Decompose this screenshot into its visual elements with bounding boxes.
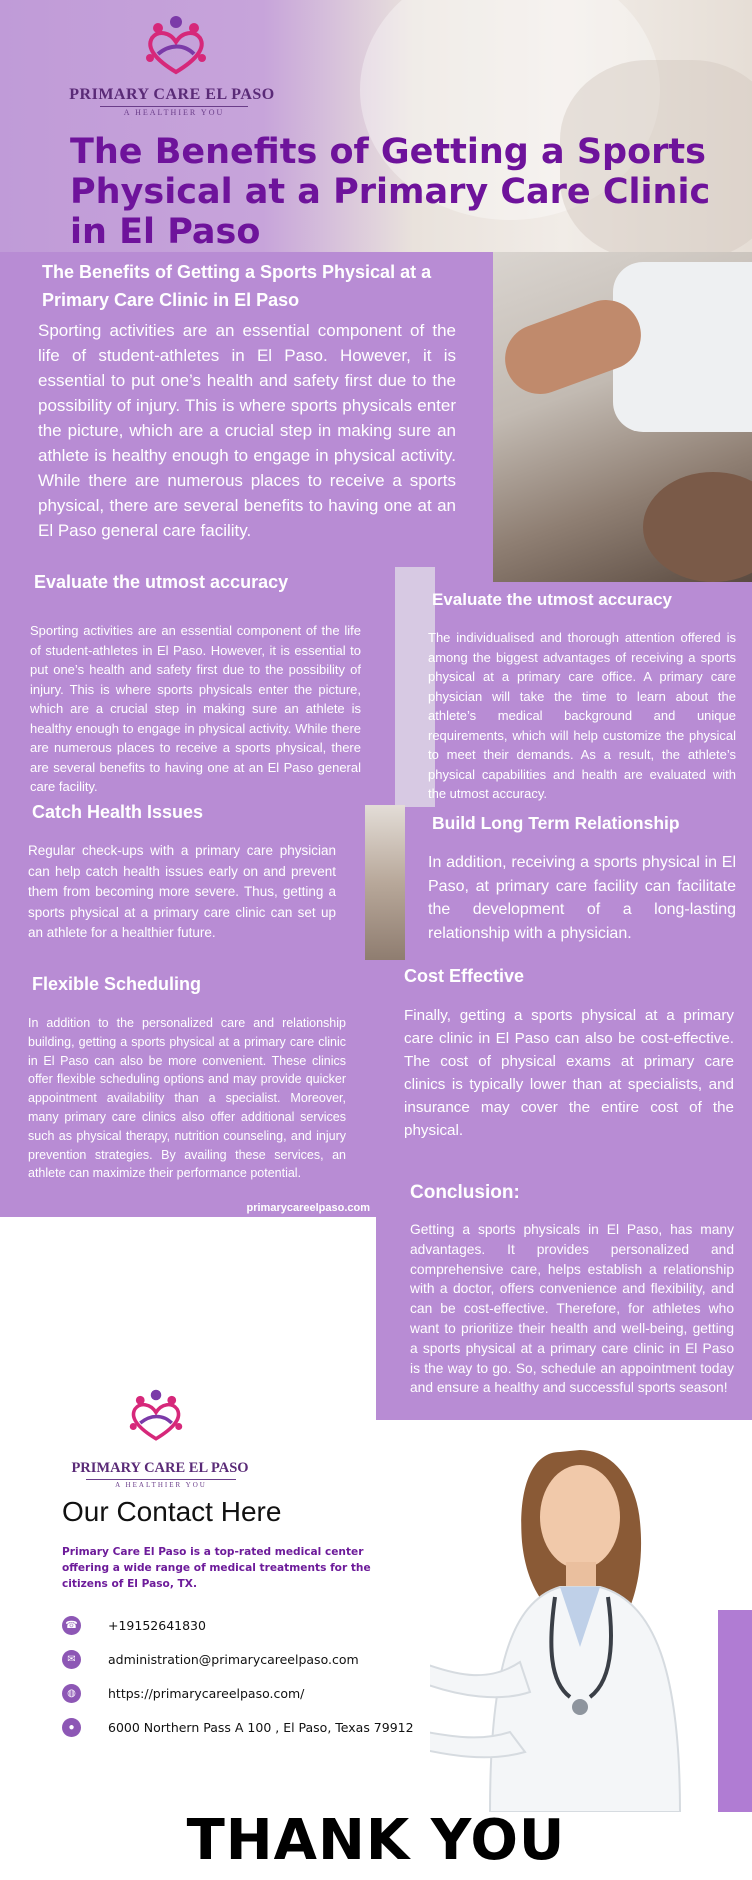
cost-heading: Cost Effective — [404, 966, 525, 986]
thank-you-banner: THANK YOU — [186, 1808, 566, 1873]
health-issues-heading: Catch Health Issues — [32, 802, 204, 822]
contact-phone[interactable]: +19152641830 — [108, 1618, 206, 1633]
contact-phone-row[interactable] — [62, 1616, 402, 1638]
accuracy-body-right: The individualised and thorough attention offered is among the biggest advantages of receiving a sports physical at a primary care office. A primary care physician will take the time to learn about the athlete’s medical background and unique requirements, which will help customize the physical to meet their demands. As a result, the athlete’s physical capabilities and health are evaluated with the utmost accuracy. — [428, 630, 736, 801]
conclusion-body: Getting a sports physicals in El Paso, has many advantages. It provides personalized and comprehensive care, helps establish a relationship with a doctor, offers convenience and flexibility, and can be cost-effective. Therefore, for athletes who want to prioritize their health and well-being, getting a sports physical at a primary care clinic in El Paso is the way to go. So, schedule an appointment today and ensure a healthy and successful sports season! — [410, 1222, 734, 1396]
globe-icon: ◍ — [62, 1684, 81, 1703]
brand-name: PRIMARY CARE EL PASO — [69, 86, 275, 103]
phone-icon: ☎ — [62, 1616, 81, 1635]
conclusion-heading: Conclusion: — [410, 1182, 520, 1203]
website-tag[interactable]: primarycareelpaso.com — [246, 1202, 370, 1214]
footer-logo-heart-icon — [121, 1388, 191, 1444]
clinic-photo-strip — [365, 805, 405, 960]
contact-heading: Our Contact Here — [62, 1496, 282, 1527]
intro-heading: The Benefits of Getting a Sports Physical at a Primary Care Clinic in El Paso — [42, 262, 432, 310]
footer-brand-tagline: A HEALTHIER YOU — [86, 1479, 236, 1489]
accuracy-heading-right: Evaluate the utmost accuracy — [432, 590, 672, 609]
relationship-heading: Build Long Term Relationship — [432, 813, 680, 833]
relationship-body: In addition, receiving a sports physical in El Paso, at primary care facility can facilitate the development of a long-lasting relationship with a physician. — [428, 854, 736, 942]
contact-description: Primary Care El Paso is a top-rated medical center offering a wide range of medical treatments for the citizens of El Paso, TX. — [62, 1546, 371, 1590]
contact-website-row[interactable] — [62, 1684, 402, 1706]
scheduling-heading: Flexible Scheduling — [32, 974, 202, 994]
contact-address-row — [62, 1718, 414, 1740]
logo-heart-icon — [136, 14, 216, 78]
handshake-photo — [493, 252, 752, 582]
contact-email-row[interactable] — [62, 1650, 402, 1672]
contact-website[interactable]: https://primarycareelpaso.com/ — [108, 1686, 305, 1701]
intro-body: Sporting activities are an essential component of the life of student-athletes in El Paso. However, it is essential to put one’s health and safety first due to the possibility of injury. This is where sports physicals enter the picture, which are a crucial step in making sure an athlete is healthy enough to engage in physical activity. While there are numerous places to receive a sports physical, there are several benefits to having one at an El Paso general care facility. — [38, 321, 456, 540]
doctor-illustration — [430, 1432, 730, 1812]
mail-icon: ✉ — [62, 1650, 81, 1669]
brand-tagline: A HEALTHIER YOU — [100, 106, 248, 117]
contact-email[interactable]: administration@primarycareelpaso.com — [108, 1652, 359, 1667]
footer-brand-name: PRIMARY CARE EL PASO — [71, 1460, 249, 1476]
location-pin-icon: ● — [62, 1718, 81, 1737]
cost-body: Finally, getting a sports physical at a primary care clinic in El Paso can also be cost-effective. The cost of physical exams at primary care clinics is typically lower than at specialists, and insurance may cover the entire cost of the physical. — [404, 1007, 734, 1139]
health-issues-body: Regular check-ups with a primary care physician can help catch health issues early on and prevent them from becoming more severe. Thus, getting a sports physical at a primary care clinic can set up an athlete for a healthier future. — [28, 843, 336, 940]
contact-address: 6000 Northern Pass A 100 , El Paso, Texas 79912 — [108, 1720, 414, 1735]
accuracy-body-left: Sporting activities are an essential component of the life of student-athletes in El Paso. However, it is essential to put one’s health and safety first due to the possibility of injury. This is where sports physicals enter the picture, which are a crucial step in making sure an athlete is healthy enough to engage in physical activity. While there are numerous places to receive a sports physical, there are several benefits to having one at an El Paso general care facility. — [30, 623, 361, 794]
scheduling-body: In addition to the personalized care and relationship building, getting a sports physical at a primary care clinic in El Paso can also be more convenient. These clinics offer flexible scheduling options and may provide quicker appointment availability than a specialist. Moreover, many primary care clinics also offer additional services such as physical therapy, nutrition counseling, and injury prevention strategies. By availing these services, an athlete can maximize their performance potential. — [28, 1016, 346, 1181]
accuracy-heading-left: Evaluate the utmost accuracy — [34, 572, 289, 592]
page-title: The Benefits of Getting a Sports Physical at a Primary Care Clinic in El Paso — [70, 132, 711, 252]
